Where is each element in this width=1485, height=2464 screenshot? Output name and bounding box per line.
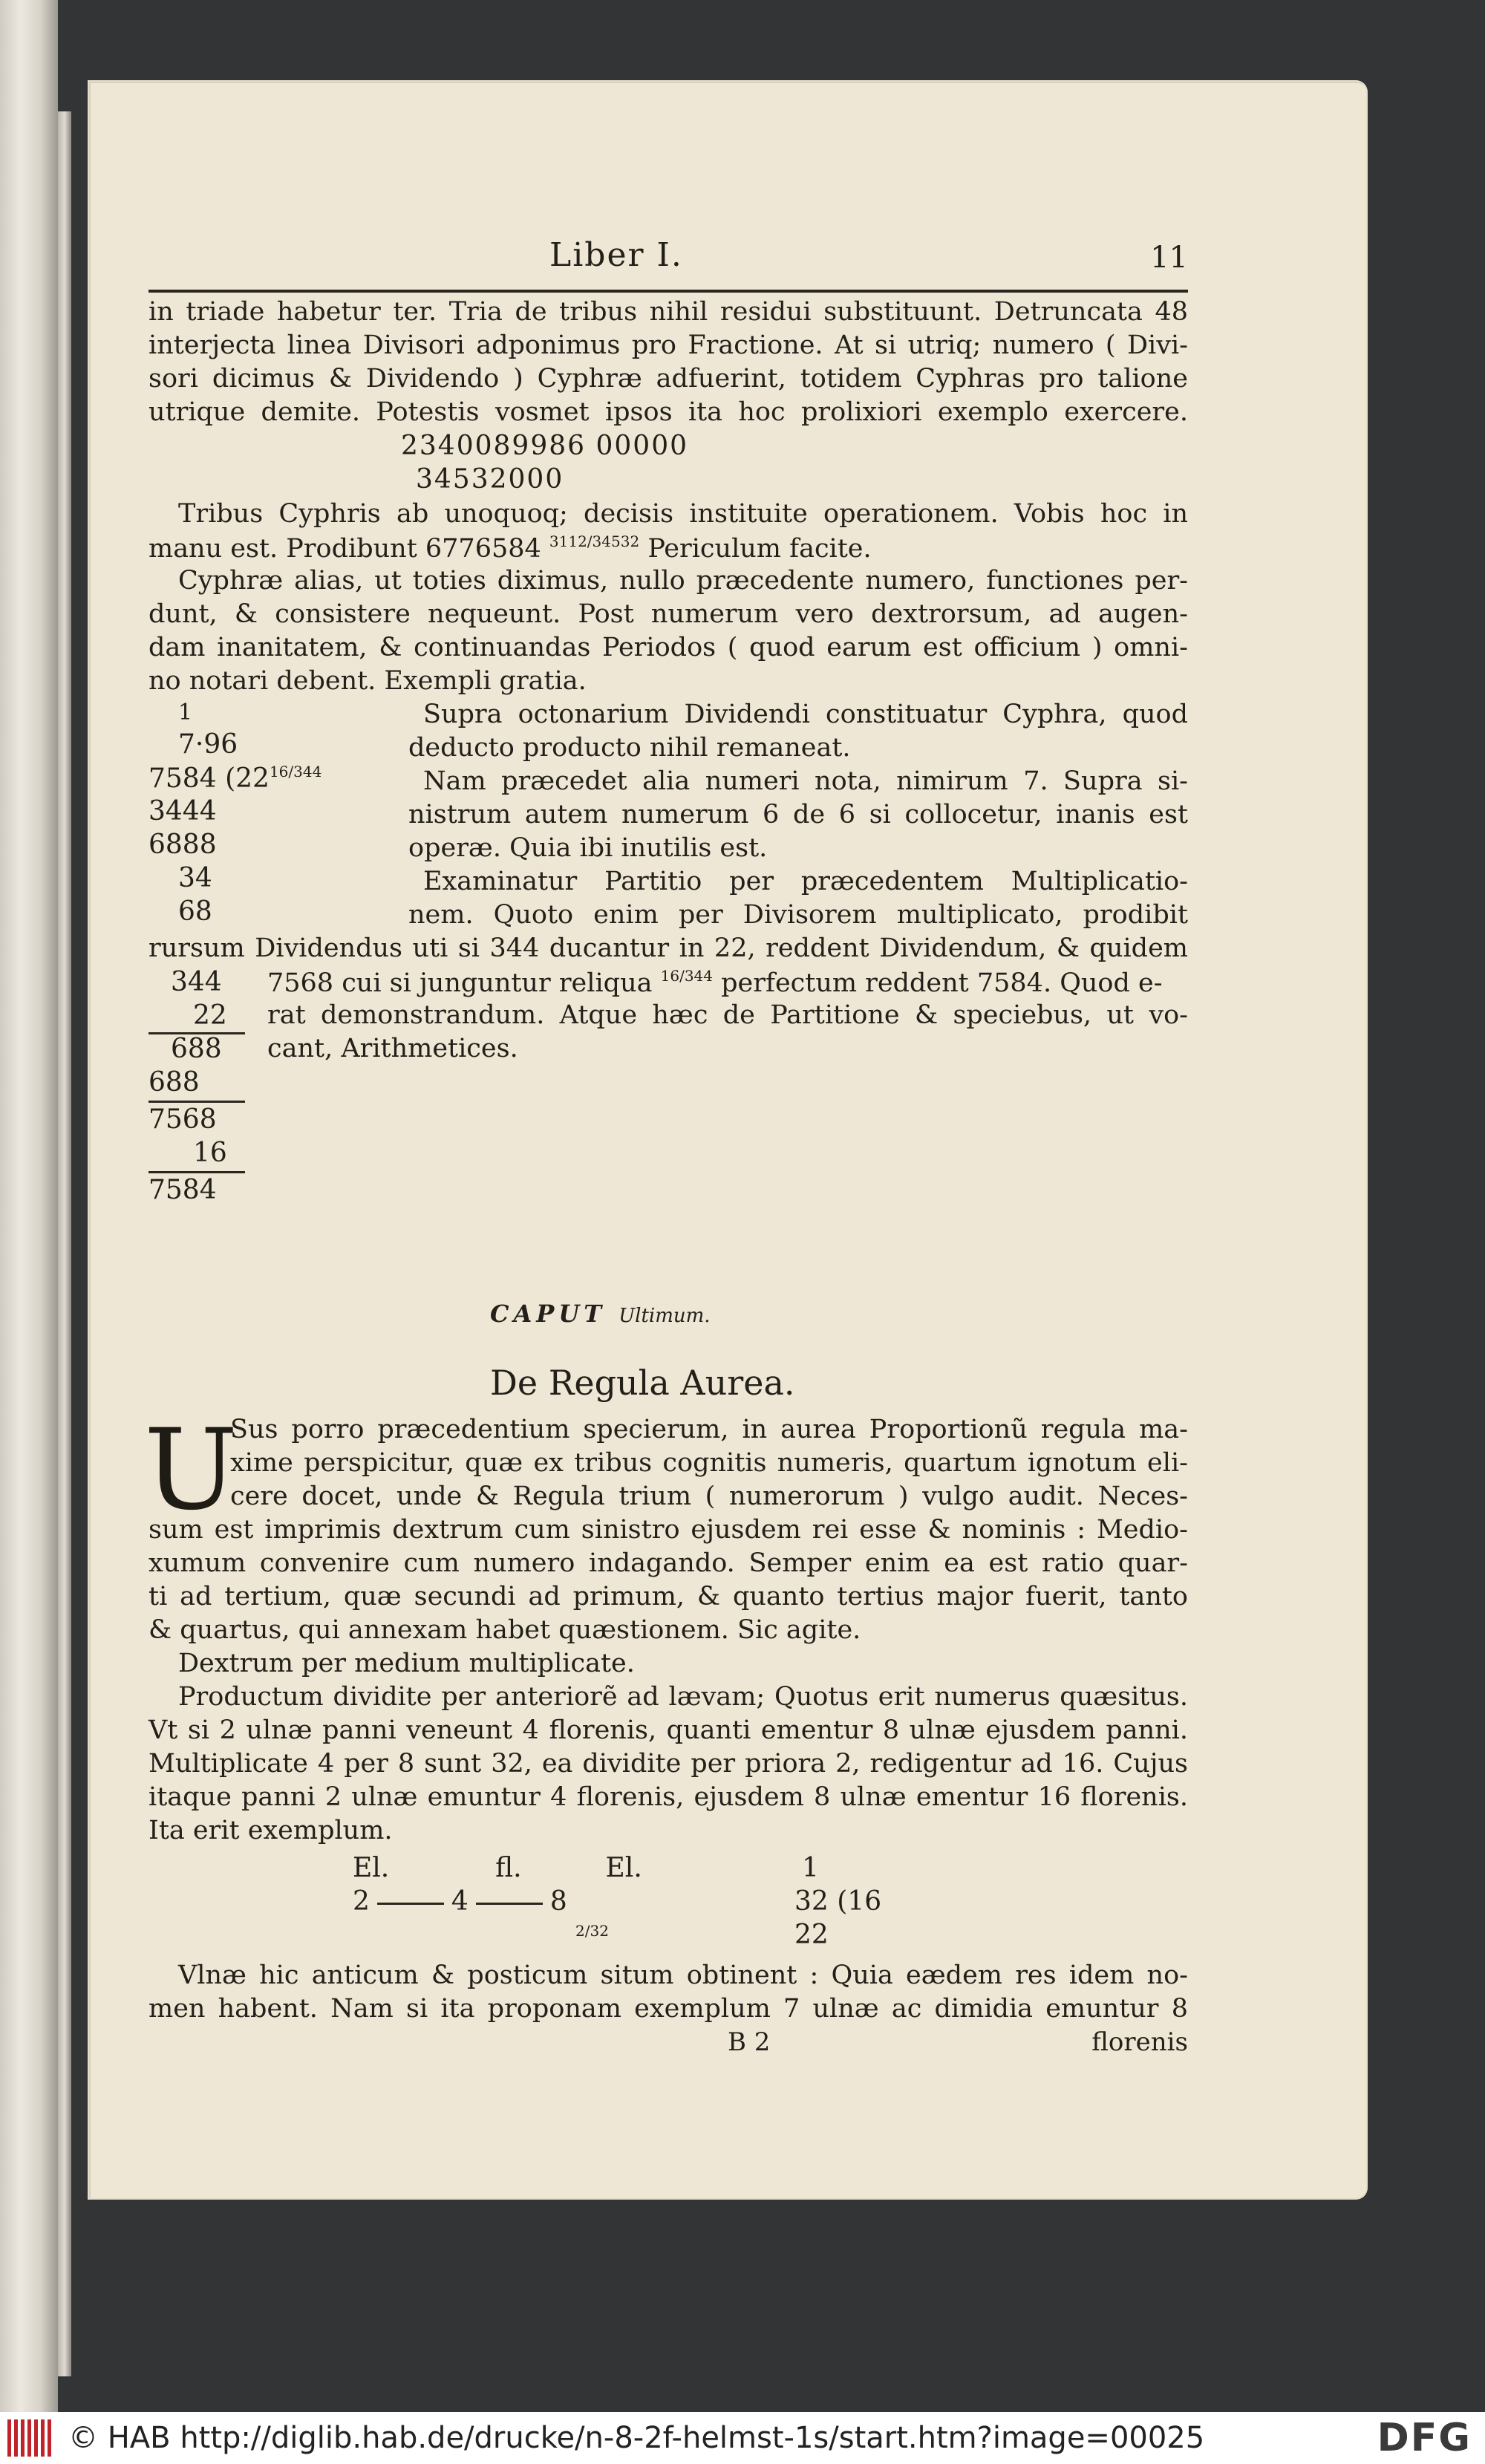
- division-line: 1: [178, 700, 193, 726]
- text-line: Nam præcedet alia numeri nota, nimirum 7. Supra si-: [423, 766, 1188, 796]
- text-line: nem. Quoto enim per Divisorem multiplicato, prodibit: [408, 900, 1188, 930]
- verif-text-end: perfectum reddent 7584. Quod e-: [721, 968, 1163, 998]
- example-dividend: 2340089986 00000: [401, 431, 689, 461]
- text-line: no notari debent. Exempli gratia.: [148, 666, 587, 696]
- caput-sub: Ultimum.: [619, 1305, 711, 1327]
- text-line: Cyphræ alias, ut toties diximus, nullo præcedente numero, functiones per-: [178, 566, 1188, 596]
- viewer-footer: [0, 2412, 1485, 2464]
- division-line: 34: [178, 863, 212, 893]
- example-right-mid: [794, 1886, 881, 1917]
- text-line: xumum convenire cum numero indagando. Semper enim ea est ratio quar-: [148, 1548, 1188, 1578]
- dash-rule: [377, 1903, 444, 1905]
- value-third: 8: [549, 1886, 567, 1917]
- unit-florin: fl.: [495, 1853, 522, 1883]
- book-page: [89, 82, 1366, 2198]
- text-line: interjecta linea Divisori adponimus pro Fractione. At si utriq; numero ( Divi-: [148, 330, 1188, 360]
- text-line: rursum Dividendus uti si 344 ducantur in 22, reddent Dividendum, & quidem: [148, 933, 1188, 963]
- division-line: 68: [178, 896, 212, 927]
- catchword: florenis: [1091, 2027, 1188, 2057]
- verif-fraction: 16/344: [660, 967, 713, 985]
- example-right-top: 1: [802, 1853, 819, 1883]
- example-right-bottom: 22: [794, 1920, 829, 1950]
- text-line: cant, Arithmetices.: [267, 1034, 518, 1063]
- result-text-end: Periculum facite.: [647, 534, 872, 564]
- example-divisor: 34532000: [416, 464, 564, 495]
- sum-rule: [148, 1171, 245, 1173]
- chapter-title: De Regula Aurea.: [490, 1363, 795, 1403]
- example-sub-fraction: 2/32: [575, 1922, 609, 1940]
- sum-rule: [148, 1101, 245, 1103]
- text-line: in triade habetur ter. Tria de tribus nihil residui substituunt. Detruncata 48: [148, 297, 1188, 327]
- verification-line: 344: [171, 967, 222, 997]
- division-line: 7·96: [178, 729, 238, 760]
- verif-text: 7568 cui si junguntur reliqua: [267, 968, 653, 998]
- running-head: [148, 236, 1188, 288]
- verification-line: 7584: [148, 1175, 217, 1205]
- division-dividend: 7584: [148, 763, 217, 794]
- verification-line: 7568: [148, 1104, 217, 1135]
- division-line: 3444: [148, 796, 217, 827]
- division-line: [148, 763, 386, 794]
- text-line: Tribus Cyphris ab unoquoq; decisis instituite operationem. Vobis hoc in: [178, 499, 1188, 529]
- verification-line: 688: [148, 1067, 200, 1098]
- example-header: [353, 1853, 642, 1883]
- text-line: Multiplicate 4 per 8 sunt 32, ea dividite per priora 2, redigentur ad 16. Cujus: [148, 1749, 1188, 1779]
- text-line: itaque panni 2 ulnæ emuntur 4 florenis, ejusdem 8 ulnæ ementur 16 florenis.: [148, 1782, 1188, 1812]
- chapter-heading: [490, 1300, 711, 1328]
- text-line: Vt si 2 ulnæ panni veneunt 4 florenis, quanti ementur 8 ulnæ ejusdem panni.: [148, 1715, 1188, 1745]
- head-rule: [148, 290, 1188, 293]
- verification-line: 22: [193, 1000, 227, 1031]
- text-line: xime perspicitur, quæ ex tribus cognitis numeris, quartum ignotum eli-: [230, 1448, 1188, 1478]
- text-line: Ita erit exemplum.: [148, 1816, 393, 1845]
- footer-copyright-url[interactable]: © HAB http://diglib.hab.de/drucke/n-8-2f-helmst-1s/start.htm?image=00025: [68, 2421, 1205, 2455]
- text-line: sori dicimus & Dividendo ) Cyphræ adfuerint, totidem Cyphras pro talione: [148, 364, 1188, 394]
- text-line: dunt, & consistere nequeunt. Post numerum vero dextrorsum, ad augen-: [148, 599, 1188, 629]
- folio-number: 11: [1150, 241, 1188, 275]
- dfg-logo: DFG: [1377, 2416, 1472, 2460]
- text-line: dam inanitatem, & continuandas Periodos ( quod earum est officium ) omni-: [148, 633, 1188, 662]
- unit-ell: El.: [605, 1853, 642, 1883]
- text-line: Examinatur Partitio per præcedentem Multiplicatio-: [423, 867, 1188, 896]
- example-right-dividend: 32: [794, 1886, 829, 1917]
- text-line: Supra octonarium Dividendi constituatur Cyphra, quod: [423, 700, 1188, 729]
- page-text-block: [144, 82, 1188, 2198]
- text-line: operæ. Quia ibi inutilis est.: [408, 833, 768, 863]
- signature-mark: B 2: [728, 2027, 771, 2057]
- drop-capital: U: [144, 1406, 238, 1535]
- text-line: [148, 532, 872, 564]
- text-line: cere docet, unde & Regula trium ( numerorum ) vulgo audit. Neces-: [230, 1482, 1188, 1511]
- text-line: Productum dividite per anteriorẽ ad lævam; Quotus erit numerus quæsitus.: [178, 1682, 1188, 1712]
- text-line: Vlnæ hic anticum & posticum situm obtinent : Quia eædem res idem no-: [178, 1961, 1188, 1990]
- example-right-quotient: (16: [837, 1886, 882, 1917]
- text-line: & quartus, qui annexam habet quæstionem. Sic agite.: [148, 1615, 861, 1645]
- running-title: Liber I.: [549, 236, 683, 274]
- division-quotient: (22: [225, 763, 270, 794]
- dash-rule: [476, 1903, 543, 1905]
- result-text: manu est. Prodibunt 6776584: [148, 534, 541, 564]
- unit-ell: El.: [353, 1853, 390, 1883]
- division-line: 6888: [148, 830, 217, 860]
- caput-label: CAPUT: [490, 1300, 607, 1328]
- text-line: utrique demite. Potestis vosmet ipsos ita hoc prolixiori exemplo exercere.: [148, 397, 1188, 427]
- adjacent-page-edge: [0, 0, 58, 2412]
- text-line: sum est imprimis dextrum cum sinistro ejusdem rei esse & nominis : Medio-: [148, 1515, 1188, 1545]
- result-fraction: 3112/34532: [549, 532, 640, 550]
- text-line: ti ad tertium, quæ secundi ad primum, & quanto tertius major fuerit, tanto: [148, 1582, 1188, 1611]
- value-second: 4: [451, 1886, 469, 1917]
- verification-line: 16: [193, 1138, 227, 1168]
- division-quotient-fraction: 16/344: [269, 763, 322, 780]
- barcode-logo-icon: [7, 2419, 52, 2457]
- example-values: [353, 1886, 567, 1917]
- value-first: 2: [353, 1886, 370, 1917]
- text-line: men habent. Nam si ita proponam exemplum 7 ulnæ ac dimidia emuntur 8: [148, 1994, 1188, 2024]
- text-line: deducto producto nihil remaneat.: [408, 733, 851, 763]
- text-line: nistrum autem numerum 6 de 6 si collocetur, inanis est: [408, 800, 1188, 830]
- text-line: [267, 967, 1188, 998]
- page-fore-edge: [58, 111, 71, 2376]
- text-line: Sus porro præcedentium specierum, in aurea Proportionũ regula ma-: [230, 1415, 1188, 1444]
- verification-line: 688: [171, 1034, 222, 1064]
- text-line: rat demonstrandum. Atque hæc de Partitione & speciebus, ut vo-: [267, 1000, 1188, 1030]
- text-line: Dextrum per medium multiplicate.: [178, 1649, 635, 1678]
